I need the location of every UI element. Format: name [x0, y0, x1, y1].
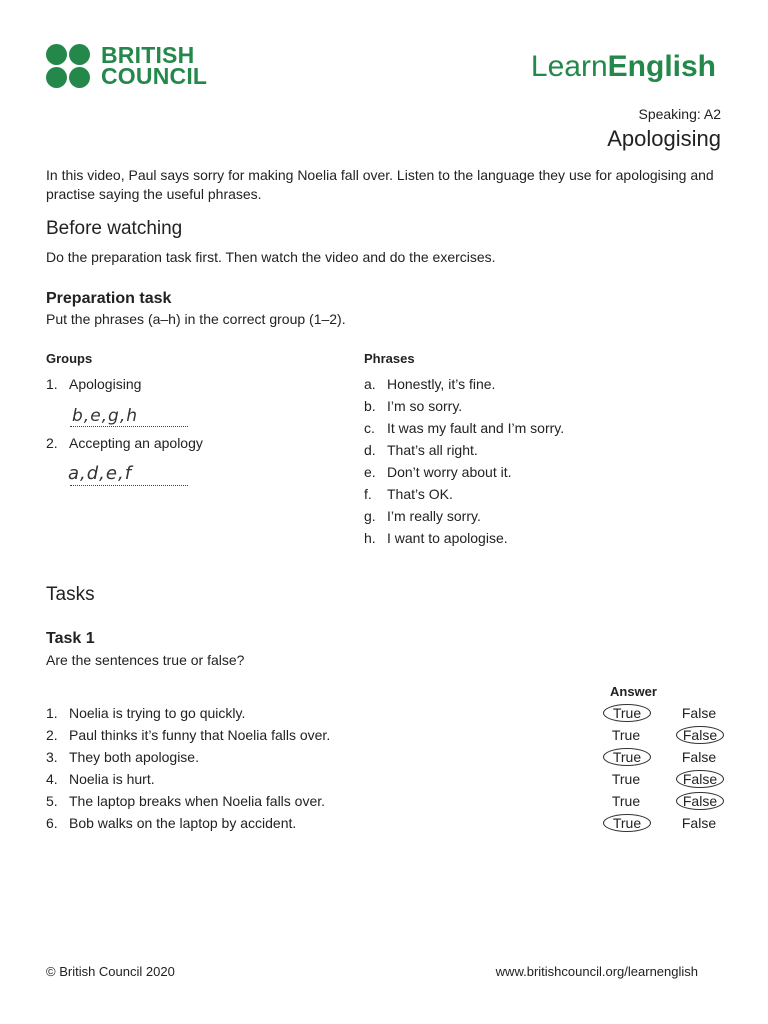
false-option[interactable]: False	[676, 792, 724, 810]
task1-row	[46, 702, 726, 724]
false-option[interactable]: False	[681, 705, 717, 721]
phrase-item: b. I’m so sorry.	[364, 398, 463, 414]
true-option[interactable]: True	[603, 814, 651, 832]
task1-row	[46, 812, 726, 834]
item-number: 2.	[46, 727, 58, 743]
footer-copyright: © British Council 2020	[46, 964, 175, 979]
answer-line[interactable]	[70, 406, 188, 427]
item-number: 1.	[46, 705, 58, 721]
preparation-instruction: Put the phrases (a–h) in the correct group (1–2).	[46, 311, 346, 327]
learnenglish-logo	[531, 50, 716, 84]
logo-dots-icon	[46, 44, 92, 88]
level-label: Speaking: A2	[638, 106, 721, 122]
logo-line-1: BRITISH	[101, 42, 195, 68]
false-option[interactable]: False	[681, 815, 717, 831]
item-number: 5.	[46, 793, 58, 809]
item-text: The laptop breaks when Noelia falls over.	[69, 793, 326, 809]
intro-text: In this video, Paul says sorry for making Noelia fall over. Listen to the language they use for apologising and practise saying the useful phrases.	[46, 167, 714, 202]
true-option[interactable]: True	[611, 727, 641, 743]
item-number: 4.	[46, 771, 58, 787]
item-text: Paul thinks it’s funny that Noelia falls over.	[69, 727, 331, 743]
true-option[interactable]: True	[611, 771, 641, 787]
learn-text: Learn	[530, 50, 608, 83]
english-text: English	[607, 50, 716, 83]
task1-row	[46, 790, 726, 812]
phrase-item: h. I want to apologise.	[364, 530, 508, 546]
false-option[interactable]: False	[681, 749, 717, 765]
item-number: 3.	[46, 749, 58, 765]
tasks-heading: Tasks	[46, 584, 95, 605]
page-title: Apologising	[607, 126, 721, 151]
false-option[interactable]: False	[676, 726, 724, 744]
phrase-item: c. It was my fault and I’m sorry.	[364, 420, 565, 436]
item-number: 6.	[46, 815, 58, 831]
true-option[interactable]: True	[603, 748, 651, 766]
answer-line[interactable]	[70, 463, 188, 486]
item-text: Bob walks on the laptop by accident.	[69, 815, 297, 831]
task1-instruction: Are the sentences true or false?	[46, 652, 245, 668]
item-text: They both apologise.	[69, 749, 199, 765]
phrase-item: f. That’s OK.	[364, 486, 453, 502]
handwritten-answer: a,d,e,f	[68, 463, 133, 484]
groups-heading: Groups	[46, 351, 93, 366]
task1-row	[46, 746, 726, 768]
phrases-heading: Phrases	[364, 351, 415, 366]
phrases-list	[364, 376, 564, 552]
handwritten-answer: b,e,g,h	[72, 406, 139, 426]
item-text: Noelia is trying to go quickly.	[69, 705, 246, 721]
phrase-item: a. Honestly, it’s fine.	[364, 376, 496, 392]
task1-row	[46, 724, 726, 746]
phrase-item: g. I’m really sorry.	[364, 508, 481, 524]
preparation-heading: Preparation task	[46, 290, 172, 307]
footer-url[interactable]: www.britishcouncil.org/learnenglish	[495, 964, 698, 979]
group-item: 2. Accepting an apology	[46, 435, 203, 451]
phrase-item: d. That’s all right.	[364, 442, 478, 458]
logo-line-2: COUNCIL	[101, 63, 208, 89]
task1-list	[46, 702, 726, 834]
true-option[interactable]: True	[611, 793, 641, 809]
task1-row	[46, 768, 726, 790]
british-council-logo	[46, 44, 207, 88]
phrase-item: e. Don’t worry about it.	[364, 464, 512, 480]
task1-heading: Task 1	[46, 630, 95, 647]
before-watching-text: Do the preparation task first. Then watch the video and do the exercises.	[46, 249, 496, 265]
item-text: Noelia is hurt.	[69, 771, 155, 787]
true-option[interactable]: True	[603, 704, 651, 722]
group-item: 1. Apologising	[46, 376, 142, 392]
answer-heading: Answer	[610, 684, 657, 699]
false-option[interactable]: False	[676, 770, 724, 788]
before-watching-heading: Before watching	[46, 218, 183, 239]
